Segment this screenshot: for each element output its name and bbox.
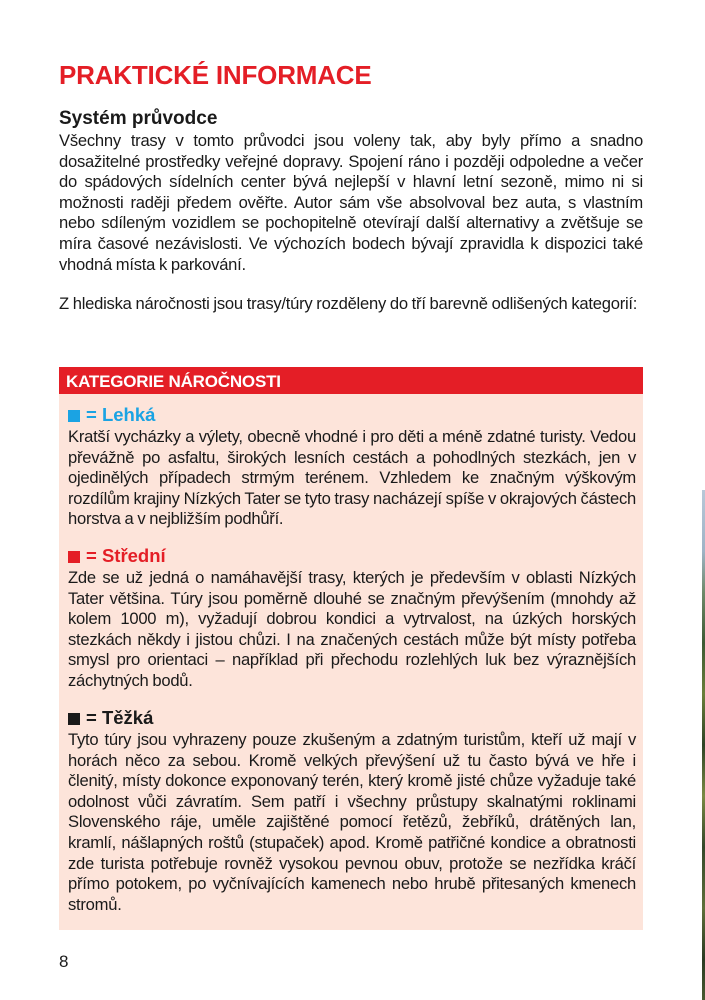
blue-square-icon — [68, 410, 80, 422]
difficulty-box-header: KATEGORIE NÁROČNOSTI — [59, 367, 643, 394]
guide-system-paragraph: Všechny trasy v tomto průvodci jsou voleny tak, aby byly přímo a snadno dosažitelné prostředky veřejné dopravy. Spojení ráno i později odpoledne a večer do spádových sídelních center bývá nejlepší v hlavní letní sezoně, mimo ni si možnosti raději předem ověřte. Autor sám vše absolvoval bez auta, s vlastním nebo sdíleným vozidlem se pochopitelně otevírají další alternativy a zvětšuje se míra časové nezávislosti. Ve výchozích bodech bývají zpravidla k dispozici také vhodná místa k parkování. — [59, 131, 643, 274]
category-hard-title — [68, 707, 636, 729]
page-number: 8 — [59, 952, 69, 971]
category-light — [68, 404, 636, 530]
page-title: PRAKTICKÉ INFORMACE — [59, 60, 372, 90]
category-hard-label: = Těžká — [86, 707, 154, 728]
red-square-icon — [68, 551, 80, 563]
category-hard-description: Tyto túry jsou vyhrazeny pouze zkušeným a zdatným turistům, kteří už mají v horách něco za sebou. Kromě velkých převýšení už tu často bývá ve hře i členitý, místy dokonce exponovaný terén, který kromě jisté chůze vyžaduje také odolnost vůči závratím. Sem patří i všechny průstupy skalnatými roklinami Slovenského ráje, uměle zajištěné pomocí řetězů, žebříků, drátěných lan, kramlí, nášlapných roštů (stupaček) apod. Kromě patřičné kondice a obratnosti zde turista potřebuje rovněž vysokou pevnou obuv, protože se nezřídka kráčí přímo potokem, po vyčnívajících kamenech nebo hrubě přitesaných kmenech stromů. — [68, 730, 636, 914]
categories-intro-paragraph: Z hlediska náročnosti jsou trasy/túry rozděleny do tří barevně odlišených kategorií: — [59, 294, 638, 313]
difficulty-categories-box — [59, 367, 643, 930]
black-square-icon — [68, 713, 80, 725]
category-light-label: = Lehká — [86, 404, 156, 425]
guide-system-heading: Systém průvodce — [59, 108, 218, 129]
category-hard — [68, 707, 636, 915]
category-medium-title — [68, 545, 636, 567]
category-light-description: Kratší vycházky a výlety, obecně vhodné i pro děti a méně zdatné turisty. Vedou převážně po asfaltu, širokých lesních cestách a pohodlných stezkách, jen v ojedinělých případech strmým terénem. Vzhledem ke značným výškovým rozdílům krajiny Nízkých Tater se tyto trasy nacházejí spíše v okrajových částech horstva a v nejbližším podhůří. — [68, 427, 636, 529]
category-medium — [68, 545, 636, 692]
category-light-title — [68, 404, 636, 426]
category-medium-description: Zde se už jedná o namáhavější trasy, kterých je především v oblasti Nízkých Tater většina. Túry jsou poměrně dlouhé se značným převýšením (mnohdy až kolem 1000 m), vyžadují dobrou kondici a vytrvalost, na úzkých horských stezkách někdy i jistou chůzi. I na značených cestách může být místy potřeba smysl pro orientaci – například při přechodu rozlehlých luk bez výraznějších záchytných bodů. — [68, 568, 636, 690]
category-medium-label: = Střední — [86, 545, 166, 566]
